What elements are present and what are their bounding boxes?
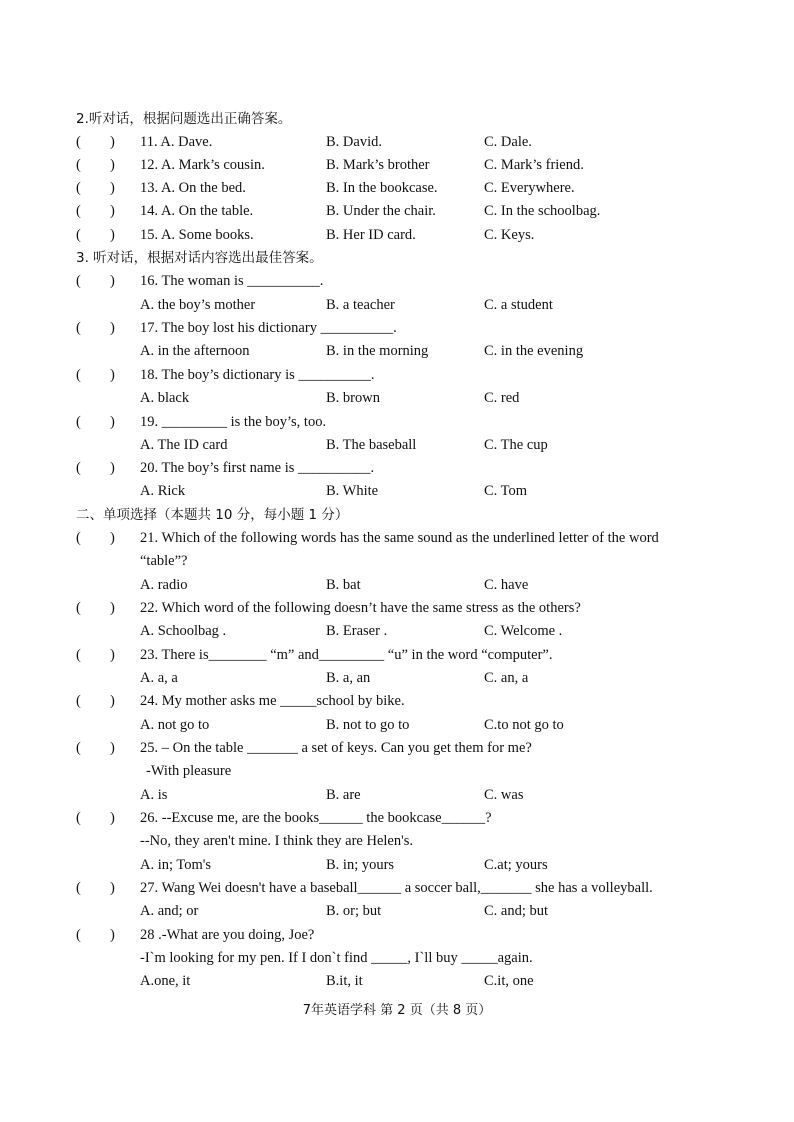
question-text: 27. Wang Wei doesn't have a baseball______ a soccer ball,_______ she has a volleyball.: [140, 880, 653, 896]
option-a: A. Rick: [140, 483, 186, 499]
option-b: B. in; yours: [326, 857, 395, 873]
section-title: 2.听对话，根据问题选出正确答案。: [76, 111, 292, 127]
option-c: C.it, one: [484, 973, 534, 989]
section-header-2: [76, 108, 291, 130]
option-c: C. Tom: [484, 483, 528, 499]
option-b: B. Her ID card.: [326, 227, 416, 243]
bracket-open: (: [76, 134, 81, 150]
option-c: C. Mark’s friend.: [484, 157, 584, 173]
option-b: B. a teacher: [326, 297, 395, 313]
question-text: 19. _________ is the boy’s, too.: [140, 414, 327, 430]
option-a: A. The ID card: [140, 437, 228, 453]
bracket-open: (: [76, 740, 81, 756]
option-a: A. is: [140, 787, 168, 803]
option-a: A. radio: [140, 577, 188, 593]
bracket-close: ): [110, 530, 115, 546]
section-title: 3. 听对话，根据对话内容选出最佳答案。: [76, 250, 323, 266]
option-c: C. a student: [484, 297, 553, 313]
bracket-open: (: [76, 227, 81, 243]
bracket-close: ): [110, 740, 115, 756]
question-continuation: --No, they aren't mine. I think they are Helen's.: [140, 833, 413, 849]
bracket-close: ): [110, 647, 115, 663]
question-text: 11. A. Dave.: [140, 134, 213, 150]
bracket-close: ): [110, 320, 115, 336]
bracket-open: (: [76, 414, 81, 430]
bracket-close: ): [110, 810, 115, 826]
option-c: C. an, a: [484, 670, 529, 686]
bracket-open: (: [76, 693, 81, 709]
option-c: C. was: [484, 787, 524, 803]
question-text: 14. A. On the table.: [140, 203, 254, 219]
option-c: C. The cup: [484, 437, 548, 453]
option-b: B.it, it: [326, 973, 363, 989]
option-b: B. or; but: [326, 903, 382, 919]
option-b: B. Mark’s brother: [326, 157, 430, 173]
option-b: B. Under the chair.: [326, 203, 436, 219]
bracket-close: ): [110, 203, 115, 219]
page-footer: 7年英语学科 第 2 页（共 8 页）: [302, 1003, 492, 1018]
option-c: C. In the schoolbag.: [484, 203, 601, 219]
bracket-open: (: [76, 157, 81, 173]
option-b: B. in the morning: [326, 343, 429, 359]
question-continuation: “table”?: [140, 553, 188, 569]
option-a: A. and; or: [140, 903, 199, 919]
question-text: 26. --Excuse me, are the books______ the bookcase______?: [140, 810, 492, 826]
bracket-close: ): [110, 180, 115, 196]
bracket-open: (: [76, 810, 81, 826]
option-a: A. not go to: [140, 717, 210, 733]
option-c: C. Dale.: [484, 134, 532, 150]
question-text: 22. Which word of the following doesn’t have the same stress as the others?: [140, 600, 581, 616]
bracket-close: ): [110, 134, 115, 150]
option-c: C.to not go to: [484, 717, 564, 733]
bracket-close: ): [110, 460, 115, 476]
question-text: 12. A. Mark’s cousin.: [140, 157, 265, 173]
option-c: C. Welcome .: [484, 623, 563, 639]
question-text: 25. – On the table _______ a set of keys. Can you get them for me?: [140, 740, 532, 756]
option-a: A. the boy’s mother: [140, 297, 256, 313]
option-b: B. a, an: [326, 670, 371, 686]
option-c: C. Everywhere.: [484, 180, 575, 196]
bracket-open: (: [76, 367, 81, 383]
option-c: C.at; yours: [484, 857, 548, 873]
option-b: B. Eraser .: [326, 623, 388, 639]
question-text: 17. The boy lost his dictionary __________.: [140, 320, 397, 336]
option-a: A. in the afternoon: [140, 343, 250, 359]
question-text: 21. Which of the following words has the same sound as the underlined letter of the word: [140, 530, 659, 546]
bracket-open: (: [76, 647, 81, 663]
question-text: 24. My mother asks me _____school by bike.: [140, 693, 405, 709]
bracket-open: (: [76, 273, 81, 289]
option-c: C. Keys.: [484, 227, 535, 243]
bracket-open: (: [76, 880, 81, 896]
bracket-close: ): [110, 693, 115, 709]
question-continuation: -With pleasure: [146, 763, 232, 779]
option-b: B. David.: [326, 134, 382, 150]
question-continuation: -I`m looking for my pen. If I don`t find _____, I`ll buy _____again.: [140, 950, 533, 966]
bracket-close: ): [110, 927, 115, 943]
option-a: A. black: [140, 390, 190, 406]
option-a: A. Schoolbag .: [140, 623, 227, 639]
option-a: A.one, it: [140, 973, 191, 989]
bracket-open: (: [76, 203, 81, 219]
bracket-open: (: [76, 927, 81, 943]
option-b: B. bat: [326, 577, 361, 593]
question-text: 20. The boy’s first name is __________.: [140, 460, 375, 476]
question-text: 18. The boy’s dictionary is __________.: [140, 367, 375, 383]
bracket-close: ): [110, 367, 115, 383]
question-text: 15. A. Some books.: [140, 227, 254, 243]
option-a: A. in; Tom's: [140, 857, 212, 873]
option-b: B. brown: [326, 390, 380, 406]
bracket-close: ): [110, 227, 115, 243]
bracket-close: ): [110, 273, 115, 289]
bracket-open: (: [76, 600, 81, 616]
bracket-open: (: [76, 180, 81, 196]
bracket-close: ): [110, 880, 115, 896]
option-b: B. are: [326, 787, 361, 803]
option-b: B. The baseball: [326, 437, 417, 453]
question-text: 13. A. On the bed.: [140, 180, 246, 196]
question-text: 28 .-What are you doing, Joe?: [140, 927, 315, 943]
section-header-single-choice: [76, 504, 348, 526]
section-title: 二、单项选择（本题共 10 分，每小题 1 分）: [76, 507, 349, 523]
bracket-open: (: [76, 320, 81, 336]
bracket-open: (: [76, 530, 81, 546]
bracket-close: ): [110, 600, 115, 616]
bracket-close: ): [110, 157, 115, 173]
bracket-open: (: [76, 460, 81, 476]
question-text: 23. There is________ “m” and_________ “u” in the word “computer”.: [140, 647, 553, 663]
option-c: C. and; but: [484, 903, 549, 919]
option-b: B. In the bookcase.: [326, 180, 438, 196]
option-b: B. White: [326, 483, 379, 499]
option-c: C. have: [484, 577, 529, 593]
bracket-close: ): [110, 414, 115, 430]
option-c: C. red: [484, 390, 520, 406]
option-c: C. in the evening: [484, 343, 584, 359]
section-header-3: [76, 247, 323, 269]
option-b: B. not to go to: [326, 717, 410, 733]
question-text: 16. The woman is __________.: [140, 273, 324, 289]
option-a: A. a, a: [140, 670, 178, 686]
